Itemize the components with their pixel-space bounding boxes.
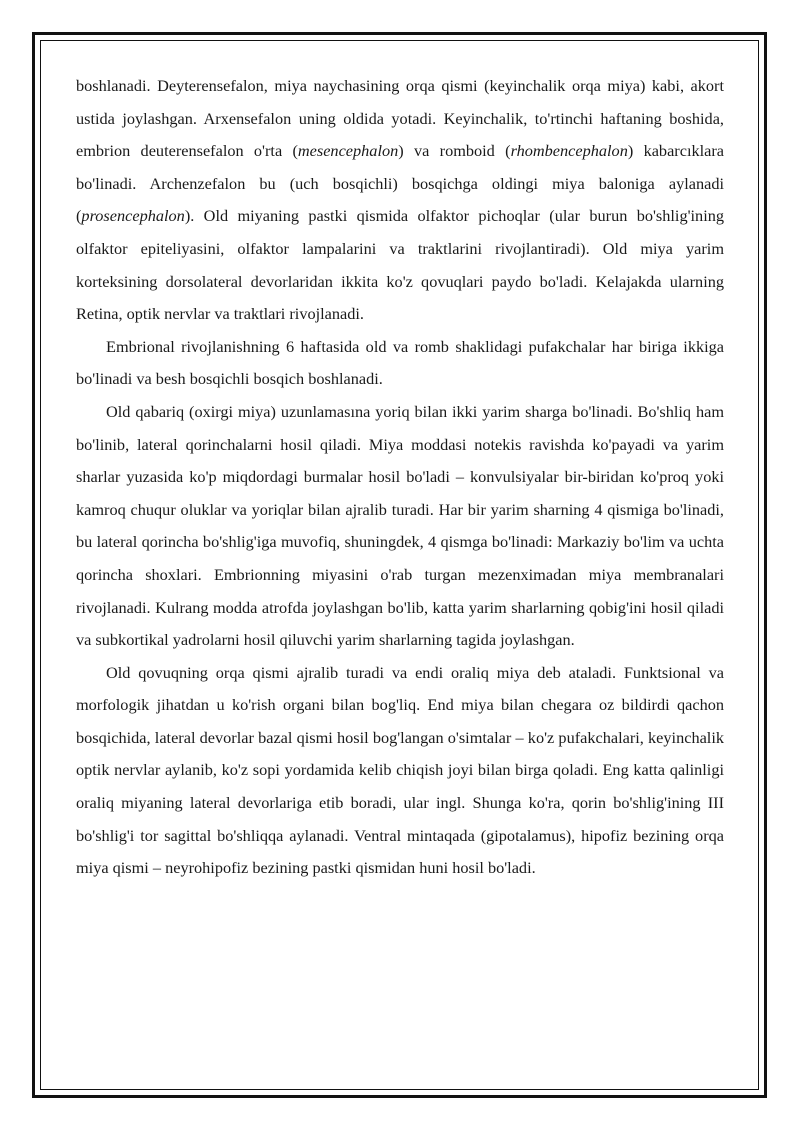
italic-term: mesencephalon: [297, 141, 399, 161]
paragraph-1: [76, 70, 724, 331]
text-run: ). Old miyaning pastki qismida olfaktor pichoqlar (ular burun bo'shlig'ining olfaktor epiteliyasini, olfaktor lampalarini va traktlarini rivojlantiradi). Old miya yarim korteksining dorsolateral devorlaridan ikkita ko'z qovuqlari paydo bo'ladi. Kelajakda ularning Retina, optik nervlar va traktlari rivojlanadi.: [76, 206, 724, 324]
paragraph-2: [76, 331, 724, 396]
paragraph-3: [76, 396, 724, 657]
text-run: Embrional rivojlanishning 6 haftasida old va romb shaklidagi pufakchalar har biriga ikkiga bo'linadi va besh bosqichli bosqich boshlanadi.: [76, 336, 724, 389]
text-run: boshlanadi. Deyterensefalon, miya naychasining orqa qismi (keyinchalik orqa miya) kabi, akort ustida joylashgan. Arxensefalon uning oldida yotadi. Keyinchalik, to'rtinchi haftaning boshida, embrion deuterensefalon o'rta (: [76, 76, 724, 161]
italic-term: prosencephalon: [81, 206, 185, 226]
text-run: ) va romboid (: [398, 141, 511, 161]
text-run: Old qabariq (oxirgi miya) uzunlamasına yoriq bilan ikki yarim sharga bo'linadi. Bo'shliq ham bo'linib, lateral qorinchalarni hosil qiladi. Miya moddasi notekis ravishda ko'payadi va yarim sharlar yuzasida ko'p miqdordagi burmalar hosil bo'ladi – konvulsiyalar bir-biridan ko'proq yoki kamroq chuqur oluklar va yoriqlar bilan ajralib turadi. Har bir yarim sharning 4 qismiga bo'linadi, bu lateral qorincha bo'shlig'iga muvofiq, shuningdek, 4 qismga bo'linadi: Markaziy bo'lim va uchta qorincha shoxlari. Embrionning miyasini o'rab turgan mezenximadan miya membranalari rivojlanadi. Kulrang modda atrofda joylashgan bo'lib, katta yarim sharlarning qobig'ini hosil qiladi va subkortikal yadrolarni hosil qiluvchi yarim sharlarning tagida joylashgan.: [76, 401, 724, 650]
text-run: Old qovuqning orqa qismi ajralib turadi va endi oraliq miya deb ataladi. Funktsional va morfologik jihatdan u ko'rish organi bilan bog'liq. End miya bilan chegara oz bildirdi qachon bosqichida, lateral devorlar bazal qismi hosil bog'langan o'simtalar – ko'z pufakchalari, keyinchalik optik nervlar aylanib, ko'z sopi yordamida kelib chiqish joyi bilan birga qoladi. Eng katta qalinligi oraliq miyaning lateral devorlariga etib boradi, ular ingl. Shunga ko'ra, qorin bo'shlig'ining III bo'shlig'i tor sagittal bo'shliqqa aylanadi. Ventral mintaqada (gipotalamus), hipofiz bezining orqa miya qismi – neyrohipofiz bezining pastki qismidan huni hosil bo'ladi.: [76, 662, 724, 878]
paragraph-4: [76, 657, 724, 885]
document-body: [76, 70, 724, 885]
italic-term: rhombencephalon: [510, 141, 628, 161]
text-run: ) kabarcıklara bo'linadi. Archenzefalon bu (uch bosqichli) bosqichga oldingi miya baloniga aylanadi (: [76, 141, 725, 226]
